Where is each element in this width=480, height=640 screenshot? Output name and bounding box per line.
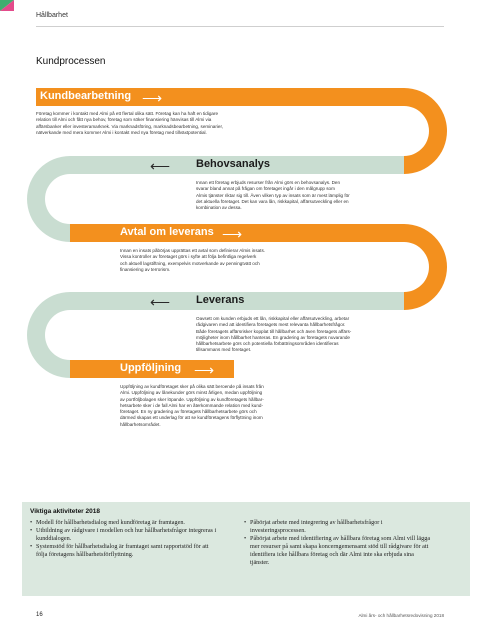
activities-title: Viktiga aktiviteter 2018 — [30, 508, 100, 515]
list-item: • Utbildning av rådgivare i modellen och hur hållbarhetsfrågor integreras i kunddialogen. — [30, 527, 217, 543]
band-curve-1 — [404, 88, 447, 174]
stage-title-behovsanalys: Behovsanalys — [196, 158, 270, 170]
stage-title-kundbearbetning: Kundbearbetning — [40, 90, 132, 102]
stage-text-uppfoljning: Uppföljning av kundföretaget sker på olika sätt beroende på insats från Almi. Uppföljning av lånekunder görs minst årligen, medan uppföljning av portföljbolagen sker löpande. Uppföljning av kundföretagets hållbar- hetsarbete sker i de fall Almi har en återkommande relation med kund- företaget. En ny gradering av företagets hållbarhetsarbete görs och därmed skapas ett underlag för att se kundföretagens förflyttning inom hållbarhetsområdet. — [120, 384, 264, 427]
activities-list-right — [244, 519, 434, 568]
activities-list-left — [30, 519, 220, 559]
footer-text: Almi års- och hållbarhetsredovisning 2018 — [358, 613, 444, 618]
arrow-right-icon: ⟶ — [142, 90, 163, 106]
stage-text-leverans: Oavsett om kunden erbjuds ett lån, riskkapital eller affärsutveckling, arbetar rådgivaren med att identifiera företagets mest relevanta hållbarhetsfrågor. Både företagets affärsrisker kopplat till hållbarhet och även företagets affärs- möjligheter inom hållbarhet hanteras. En gradering av företagets nuvarande hållbarhetsarbete görs och potentiella förbättringsområden identifieras tillsammans med företaget. — [196, 316, 352, 353]
corner-decoration — [0, 0, 14, 22]
band-curve-3 — [404, 224, 447, 310]
stage-title-leverans: Leverans — [196, 294, 245, 306]
process-band — [0, 80, 480, 500]
section-label: Hållbarhet — [36, 12, 68, 19]
arrow-left-icon: ⟵ — [150, 158, 171, 174]
header-divider — [36, 26, 444, 27]
arrow-right-icon: ⟶ — [194, 362, 215, 378]
list-item: • Modell för hållbarhetsdialog med kundföretag är framtagen. — [30, 519, 185, 526]
activities-panel — [22, 502, 470, 596]
page-title: Kundprocessen — [36, 56, 106, 67]
stage-title-uppfoljning: Uppföljning — [120, 362, 182, 374]
stage-text-avtal-om-leverans: Innan en insats påbörjas upprättas ett avtal som definierar Almis insats. Vissa kontroller av företaget görs i syfte att följa befintliga regelverk och aktuell lagstiftning, exempelvis motverkande av penningtvätt och finansiering av terrorism. — [120, 248, 266, 272]
page-number: 16 — [36, 612, 43, 618]
arrow-right-icon: ⟶ — [222, 226, 243, 242]
stage-text-kundbearbetning: Företag kommer i kontakt med Almi på ett flertal olika sätt. Företag kan ha haft en tidigare relation till Almi och fått nya behov, företag som söker finansiering hänvisas till Almi via affärsbanker eller investeramarknek. Via marknadsföring, marknadsbearbetning, seminarier, nätverkande med mera kommer Almi i kontakt med nya företag med tillväxtpotential. — [36, 111, 223, 135]
arrow-left-icon: ⟵ — [150, 294, 171, 310]
list-item: • Påbörjat arbete med identifiering av hållbara företag som Almi vill lägga mer resurser på samt skapa koncerngemensamt stöd till rådgivare för att identifiera icke hållbara företag och där Almi inte ska erbjuda sina tjänster. — [244, 535, 431, 567]
stage-title-avtal-om-leverans: Avtal om leverans — [120, 226, 214, 238]
list-item: • Systemstöd för hållbarhetsdialog är framtaget samt rapportstöd för att följa företagens hållbarhetsförflyttning. — [30, 543, 209, 559]
band-curve-4 — [27, 292, 70, 378]
stage-text-behovsanalys: Innan ett företag erbjuds resurser från Almi görs en behovsanalys. Den svarar bland annat på frågan om företaget ingår i den målgrupp som Almis tjänster riktar sig till. Även vilken typ av insats som är mest lämplig för det aktuella företaget. Det kan vara lån, riskkapital, affärsutveckling eller en kombination av dessa. — [196, 180, 350, 211]
band-curve-2 — [27, 156, 70, 242]
list-item: • Påbörjat arbete med integrering av hållbarhetsfrågor i investeringsprocessen. — [244, 519, 383, 535]
